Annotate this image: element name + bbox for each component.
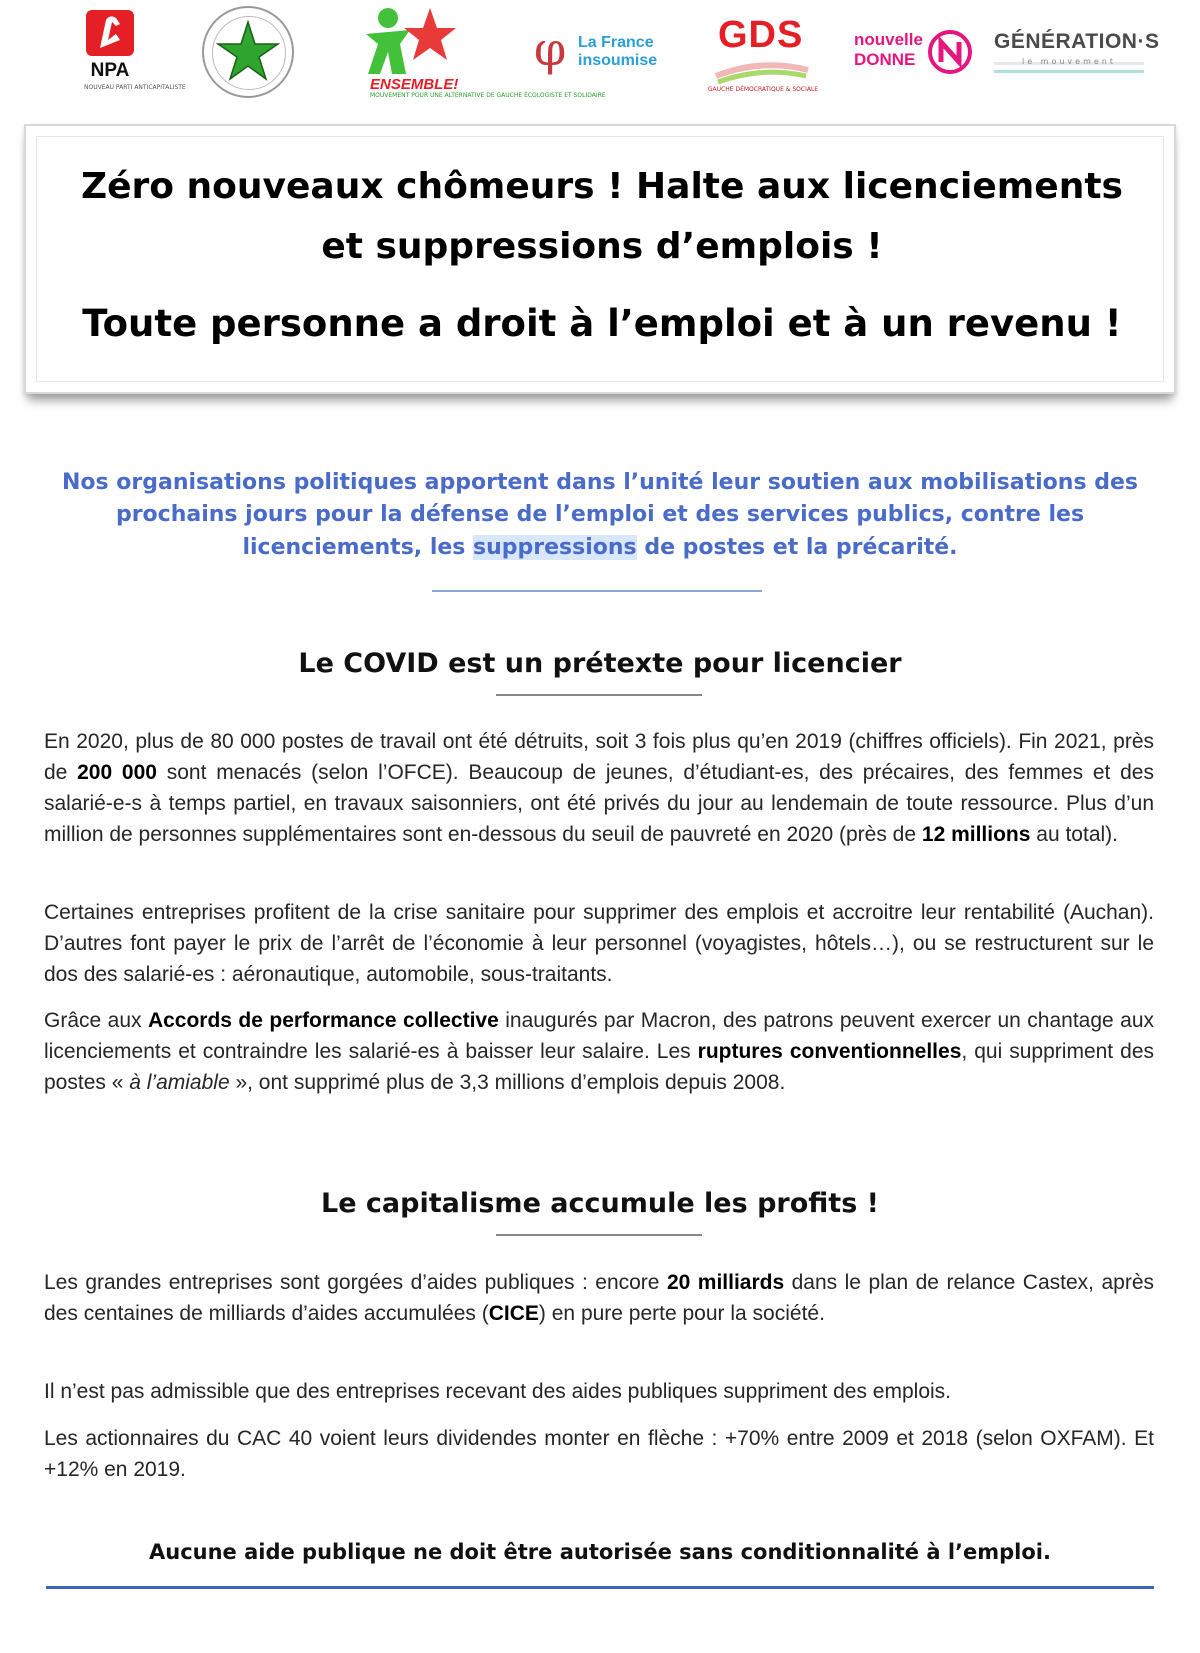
intro-separator <box>432 590 762 592</box>
lfi-logo: φ La France insoumise <box>534 22 658 76</box>
title-box <box>24 124 1176 394</box>
nouvelle-donne-logo: nouvelle DONNE <box>854 26 974 82</box>
green-star-icon <box>204 8 292 96</box>
npa-mark-icon <box>86 10 134 56</box>
paragraph-covid-1: En 2020, plus de 80 000 postes de travail ont été détruits, soit 3 fois plus qu’en 2019 (chiffres officiels). Fin 2021, près de 200 000 sont menacés (selon l’OFCE). Beaucoup de jeunes, d’étudiant-es, des précaires, des femmes et des salarié-e-s à temps partiel, en travaux saisonniers, ont été privés du jour au lendemain de toute ressource. Plus d’un million de personnes supplémentaires sont en-dessous du seuil de pauvreté en 2020 (près de 12 millions au total). <box>44 730 1154 846</box>
nd-n-circle-icon <box>926 28 974 76</box>
highlighted-word: suppressions <box>473 535 637 560</box>
ensemble-logo: ENSEMBLE! MOUVEMENT POUR UNE ALTERNATIVE DE GAUCHE ÉCOLOGISTE ET SOLIDAIRE <box>360 4 458 102</box>
section-heading-covid: Le COVID est un prétexte pour licencier <box>298 648 902 679</box>
heading-underline <box>496 694 702 696</box>
title-line-3: Toute personne a droit à l’emploi et à un revenu ! <box>82 302 1122 345</box>
intro-line-3: licenciements, les suppressions de postes et la précarité. <box>242 535 958 560</box>
title-line-2: et suppressions d’emplois ! <box>321 226 883 267</box>
heading-underline <box>496 1234 702 1236</box>
paragraph-covid-3: Grâce aux Accords de performance collective inaugurés par Macron, des patrons peuvent exercer un chantage aux licenciements et contraindre les salarié-es à baisser leur salaire. Les ruptures conventionnelles, qui suppriment des postes « à l’amiable », ont supprimé plus de 3,3 millions d’emplois depuis 2008. <box>44 1009 1154 1094</box>
intro-line-2: prochains jours pour la défense de l’emploi et des services publics, contre les <box>115 502 1085 527</box>
gds-swoosh-icon <box>696 56 830 86</box>
paragraph-capitalisme-3: Les actionnaires du CAC 40 voient leurs dividendes monter en flèche : +70% entre 2009 et 2018 (selon OXFAM). Et +12% en 2019. <box>44 1427 1154 1481</box>
paragraph-covid-2: Certaines entreprises profitent de la crise sanitaire pour supprimer des emplois et accroitre leur rentabilité (Auchan). D’autres font payer le prix de l’arrêt de l’économie à leur personnel (voyagistes, hôtels…), ou se restructurent sur le dos des salarié-es : aéronautique, automobile, sous-traitants. <box>44 901 1154 986</box>
paragraph-capitalisme-2: Il n’est pas admissible que des entreprises recevant des aides publiques suppriment des emplois. <box>44 1380 951 1403</box>
generations-logo: GÉNÉRATION·S le mouvement <box>994 30 1144 76</box>
bottom-rule <box>46 1586 1154 1589</box>
star-seal-logo <box>202 6 294 98</box>
ensemble-figures-icon <box>360 4 458 78</box>
partner-logos <box>0 0 1200 110</box>
phi-icon: φ <box>534 22 567 76</box>
gds-logo: GDS GAUCHE DÉMOCRATIQUE & SOCIALE <box>696 10 830 94</box>
intro-line-1: Nos organisations politiques apportent dans l’unité leur soutien aux mobilisations des <box>62 470 1138 495</box>
paragraph-capitalisme-1: Les grandes entreprises sont gorgées d’aides publiques : encore 20 milliards dans le plan de relance Castex, après des centaines de milliards d’aides accumulées (CICE) en pure perte pour la société. <box>44 1271 1154 1325</box>
section-heading-capitalisme: Le capitalisme accumule les profits ! <box>321 1188 879 1219</box>
conclusion-statement: Aucune aide publique ne doit être autorisée sans conditionnalité à l’emploi. <box>149 1540 1051 1564</box>
npa-logo: NPA NOUVEAU PARTI ANTICAPITALISTE <box>84 10 136 96</box>
title-line-1: Zéro nouveaux chômeurs ! Halte aux licenciements <box>81 166 1123 207</box>
